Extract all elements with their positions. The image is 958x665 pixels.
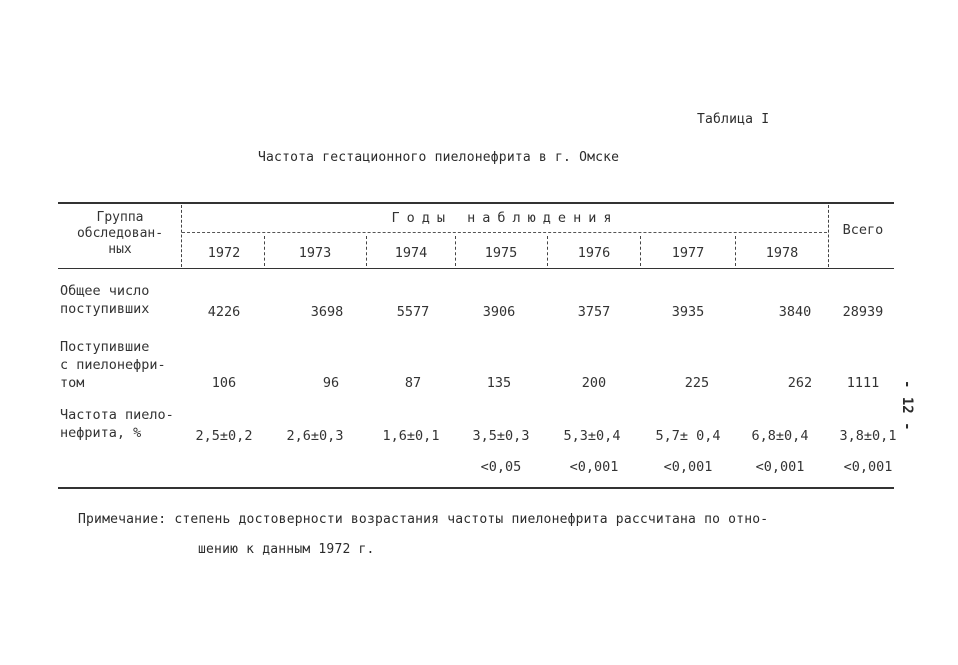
table-cell: 2,5±0,2: [195, 428, 253, 444]
table-cell: 135: [486, 375, 512, 391]
table-cell: 5577: [396, 304, 430, 320]
years-span-rule: [182, 232, 827, 233]
header-year-1977: 1977: [671, 245, 705, 261]
table-cell-total: 28939: [842, 304, 884, 320]
table-cell: 200: [581, 375, 607, 391]
table-cell: 3935: [671, 304, 705, 320]
table-cell: 96: [322, 375, 340, 391]
row-label-total-admitted: Общее число поступивших: [60, 283, 150, 317]
p-value: <0,001: [569, 459, 619, 475]
table-top-rule: [58, 202, 894, 204]
table-cell: 225: [684, 375, 710, 391]
header-divider: [181, 205, 182, 267]
table-cell: 87: [404, 375, 422, 391]
table-cell: 106: [211, 375, 237, 391]
table-cell-total: 1111: [846, 375, 880, 391]
table-cell: 5,3±0,4: [563, 428, 621, 444]
table-cell: 3840: [778, 304, 812, 320]
table-title: Частота гестационного пиелонефрита в г. Омске: [258, 150, 620, 165]
header-year-1972: 1972: [207, 245, 241, 261]
header-years-span: Годы наблюдения: [391, 210, 619, 226]
header-group-column: Группа обследован- ных: [76, 210, 164, 257]
p-value-total: <0,001: [843, 459, 893, 475]
header-year-1978: 1978: [765, 245, 799, 261]
page-number: - 12 -: [899, 380, 915, 431]
header-divider: [828, 205, 829, 267]
table-cell: 1,6±0,1: [382, 428, 440, 444]
p-value: <0,001: [755, 459, 805, 475]
table-bottom-rule: [58, 487, 894, 489]
row-label-with-pyelonephritis: Поступившие с пиелонефри- том: [60, 339, 166, 391]
p-value: <0,001: [663, 459, 713, 475]
header-year-1974: 1974: [394, 245, 428, 261]
year-divider: [640, 236, 641, 266]
note-line-1: Примечание: степень достоверности возрастания частоты пиелонефрита рассчитана по отно-: [78, 512, 769, 527]
year-divider: [264, 236, 265, 266]
note-line-2: шению к данным 1972 г.: [198, 542, 375, 557]
table-cell: 3698: [310, 304, 344, 320]
year-divider: [455, 236, 456, 266]
header-year-1976: 1976: [577, 245, 611, 261]
header-bottom-rule: [58, 268, 894, 269]
p-value: <0,05: [480, 459, 522, 475]
table-cell: 6,8±0,4: [751, 428, 809, 444]
table-cell: 3757: [577, 304, 611, 320]
year-divider: [547, 236, 548, 266]
table-label: Таблица I: [697, 112, 770, 127]
table-cell-total: 3,8±0,1: [839, 428, 897, 444]
year-divider: [735, 236, 736, 266]
table-cell: 2,6±0,3: [286, 428, 344, 444]
header-year-1975: 1975: [484, 245, 518, 261]
header-year-1973: 1973: [298, 245, 332, 261]
table-cell: 4226: [207, 304, 241, 320]
table-cell: 262: [787, 375, 813, 391]
row-label-frequency: Частота пиело- нефрита, %: [60, 407, 174, 441]
table-cell: 3906: [482, 304, 516, 320]
table-cell: 5,7± 0,4: [655, 428, 721, 444]
year-divider: [366, 236, 367, 266]
header-total: Всего: [842, 222, 884, 238]
table-cell: 3,5±0,3: [472, 428, 530, 444]
